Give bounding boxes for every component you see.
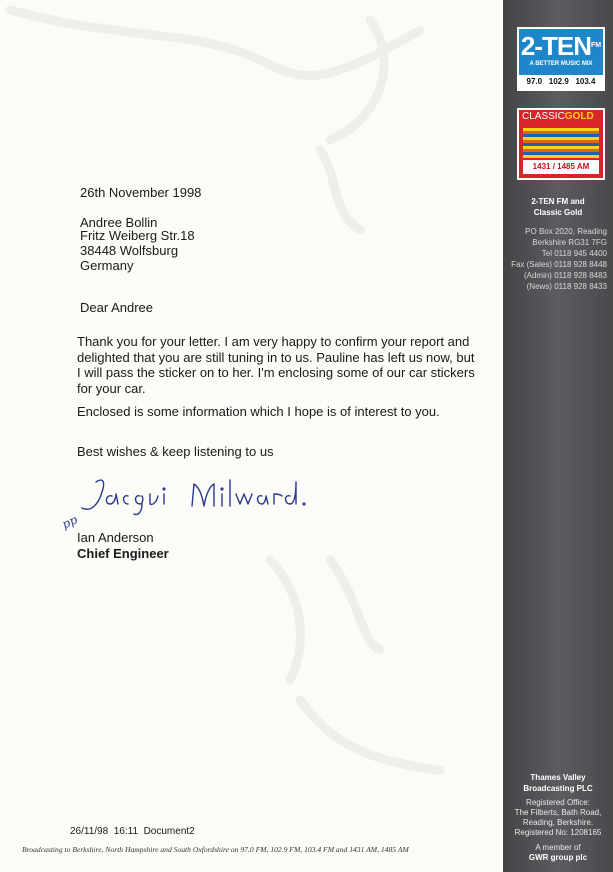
closing-line: Best wishes & keep listening to us: [77, 444, 274, 459]
document-reference: 26/11/98 16:11 Document2: [70, 826, 195, 837]
signer-title: Chief Engineer: [77, 546, 169, 561]
member-line1: A member of: [535, 843, 581, 852]
address-line: Andree Bollin: [80, 215, 158, 230]
body-paragraph: Thank you for your letter. I am very happy to confirm your report and delighted that you are still tuning in to us. Pauline has left us now, but I will pass the sticker on to her. I'm enclosing some of our car stickers for your car.: [77, 334, 475, 396]
classic-gold-stripes-icon: [523, 128, 599, 158]
classic-gold-word1: CLASSIC: [522, 111, 565, 122]
classic-gold-frequencies: 1431 / 1485 AM: [523, 160, 599, 174]
salutation: Dear Andree: [80, 300, 153, 315]
letterhead-sidebar: [503, 0, 613, 872]
pp-mark: pp: [59, 512, 80, 532]
handwritten-signature: [76, 474, 312, 520]
2ten-logo-tagline: A BETTER MUSIC MIX: [529, 61, 593, 67]
contact-line: PO Box 2020, Reading: [525, 227, 607, 236]
address-line: 38448 Wolfsburg: [80, 243, 179, 258]
station-name-line2: Classic Gold: [533, 208, 583, 217]
contact-line: (Admin) 0118 928 8483: [523, 271, 607, 280]
member-line2: GWR group plc: [528, 853, 588, 862]
office-line: The Filberts, Bath Road,: [514, 808, 602, 817]
contact-line: Tel 0118 945 4400: [541, 249, 607, 258]
body-paragraph: Enclosed is some information which I hope is of interest to you.: [77, 404, 440, 419]
station-name-line1: 2-TEN FM and: [531, 197, 585, 206]
address-line: Fritz Weiberg Str.18: [80, 228, 195, 243]
signer-name: Ian Anderson: [77, 530, 154, 545]
letter-date: 26th November 1998: [80, 185, 202, 200]
classic-gold-logo: [517, 108, 605, 180]
company-name-line2: Broadcasting PLC: [523, 784, 593, 793]
2ten-logo-name: 2-TEN: [520, 31, 591, 61]
classic-gold-word2: GOLD: [564, 111, 594, 122]
broadcast-footer: Broadcasting to Berkshire, North Hampshire and South Oxfordshire on 97.0 FM, 102.9 FM, 103.4 FM and 1431 AM, 1485 AM: [22, 845, 409, 854]
2ten-logo-frequencies: 97.0 102.9 103.4: [519, 75, 603, 89]
office-line: Registered No: 1208165: [514, 828, 602, 837]
address-line: Germany: [80, 258, 134, 273]
contact-line: Berkshire RG31 7FG: [532, 238, 607, 247]
contact-line: (News) 0118 928 8433: [526, 282, 607, 291]
office-line: Reading, Berkshire.: [522, 818, 594, 827]
company-name-line1: Thames Valley: [530, 773, 586, 782]
2ten-fm-logo: [517, 27, 605, 91]
contact-line: Fax (Sales) 0118 928 8448: [511, 260, 607, 269]
office-line: Registered Office:: [526, 798, 590, 807]
2ten-logo-fm: FM: [591, 42, 602, 49]
